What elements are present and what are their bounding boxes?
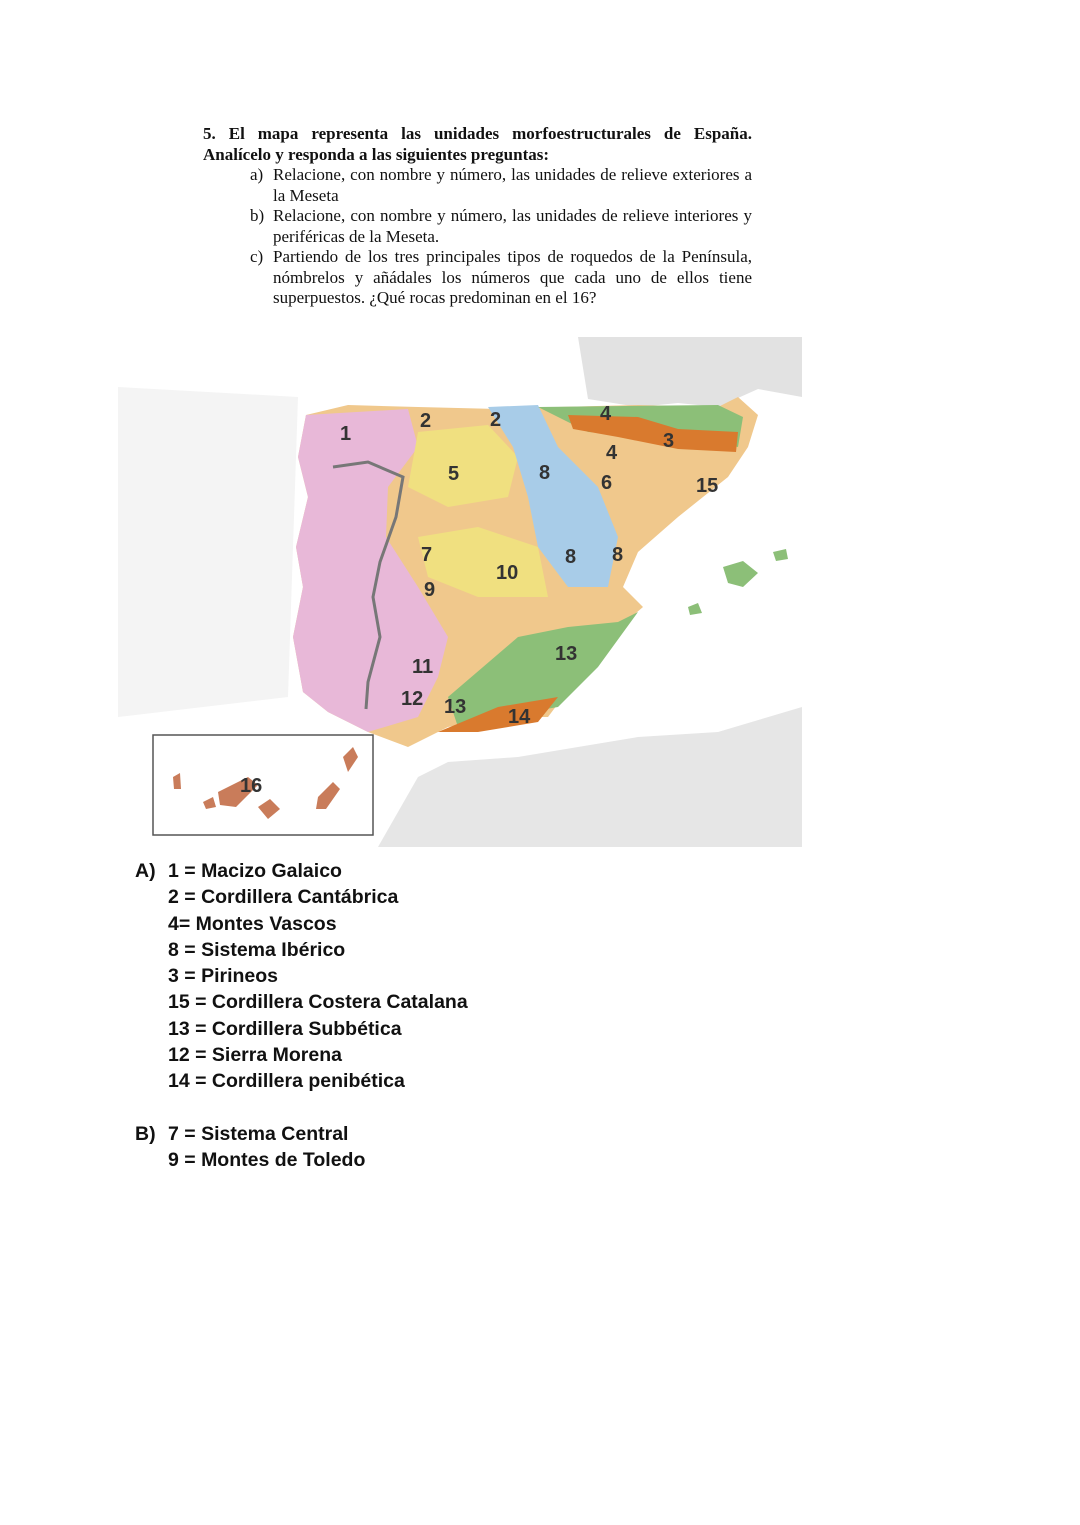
question-marker: c) <box>250 247 264 266</box>
question-block <box>203 124 752 309</box>
morphostructural-map <box>118 337 802 847</box>
map-label-13b: 13 <box>444 696 467 718</box>
question-marker: a) <box>250 165 264 184</box>
answer-line: 3 = Pirineos <box>168 965 279 988</box>
map-label-14: 14 <box>508 706 531 728</box>
map-label-10: 10 <box>496 562 519 584</box>
map-label-9: 9 <box>424 579 436 601</box>
question-item-b <box>250 206 752 247</box>
question-marker: b) <box>250 206 265 225</box>
answer-label-a: A) <box>135 860 156 882</box>
map-label-8c: 8 <box>612 544 624 566</box>
answer-line: 7 = Sistema Central <box>168 1122 349 1145</box>
map-label-13a: 13 <box>555 643 578 665</box>
map-label-2b: 2 <box>490 409 502 431</box>
map-label-4a: 4 <box>600 403 612 425</box>
map-label-12: 12 <box>401 688 424 710</box>
answer-line: 12 = Sierra Morena <box>168 1044 342 1067</box>
map-label-3: 3 <box>663 430 675 452</box>
map-label-4b: 4 <box>606 442 618 464</box>
atlantic-shading <box>118 387 298 717</box>
answer-line: 9 = Montes de Toledo <box>168 1148 366 1171</box>
answer-group-a <box>135 858 468 1095</box>
question-item-a <box>250 165 752 206</box>
map-label-7: 7 <box>421 544 433 566</box>
answer-label-b: B) <box>135 1122 156 1145</box>
question-title: 5. El mapa representa las unidades morfoestructurales de España. Analícelo y responda a las siguientes preguntas: <box>203 124 752 164</box>
map-label-6: 6 <box>601 472 613 494</box>
map-label-11: 11 <box>412 656 434 678</box>
answer-line: 13 = Cordillera Subbética <box>168 1017 402 1040</box>
map-label-15: 15 <box>696 475 719 497</box>
answer-line: 15 = Cordillera Costera Catalana <box>168 991 468 1014</box>
question-list <box>203 165 752 309</box>
answer-group-b <box>135 1121 468 1174</box>
answer-line: 1 = Macizo Galaico <box>168 860 342 882</box>
canary-inset <box>153 735 373 835</box>
question-item-c <box>250 247 752 309</box>
map-label-5: 5 <box>448 463 460 485</box>
answer-line: 14 = Cordillera penibética <box>168 1070 405 1093</box>
map-label-2a: 2 <box>420 410 432 432</box>
answer-line: 8 = Sistema Ibérico <box>168 938 346 961</box>
map-label-8a: 8 <box>539 462 551 484</box>
question-text: Partiendo de los tres principales tipos de roquedos de la Península, nómbrelos y añádales los números que cada uno de ellos tiene superpuestos. ¿Qué rocas predominan en el 16? <box>273 247 752 307</box>
map-label-8b: 8 <box>565 546 577 568</box>
answers-block <box>135 858 468 1173</box>
map-label-16: 16 <box>240 775 263 797</box>
question-text: Relacione, con nombre y número, las unidades de relieve interiores y periféricas de la Meseta. <box>273 206 752 246</box>
answer-line: 2 = Cordillera Cantábrica <box>168 886 399 909</box>
map-label-1: 1 <box>340 423 352 445</box>
answer-line: 4= Montes Vascos <box>168 912 337 935</box>
question-text: Relacione, con nombre y número, las unidades de relieve exteriores a la Meseta <box>273 165 752 205</box>
